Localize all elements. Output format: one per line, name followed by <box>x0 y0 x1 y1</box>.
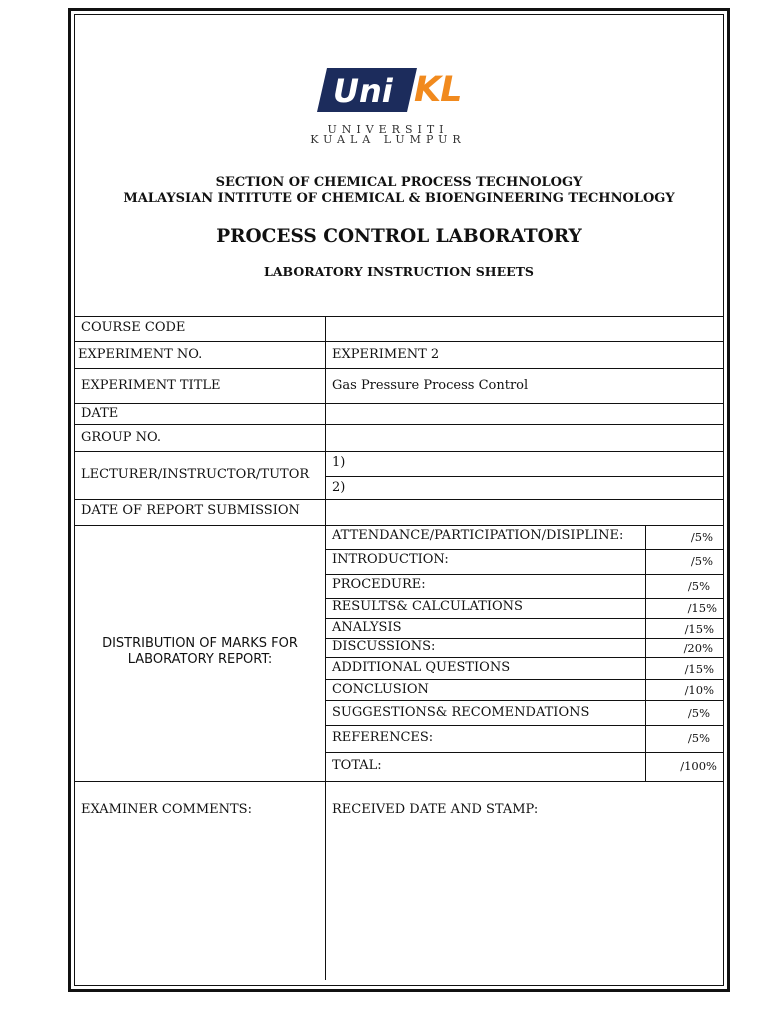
table-line <box>75 525 724 526</box>
logo-uni-text: Uni <box>333 72 393 110</box>
table-line <box>325 618 724 619</box>
logo-kl-text: KL <box>414 70 462 110</box>
experiment-no-label: EXPERIMENT NO. <box>78 347 203 362</box>
group-no-label: GROUP NO. <box>81 430 162 445</box>
logo-subtitle-2: KUALA LUMPUR <box>310 133 466 146</box>
course-code-label: COURSE CODE <box>81 320 186 335</box>
institute-heading: MALAYSIAN INTITUTE OF CHEMICAL & BIOENGINEERING TECHNOLOGY <box>123 191 675 206</box>
mark-item-introduction: INTRODUCTION: <box>332 552 449 567</box>
mark-pct-suggestions: /5% <box>687 706 710 720</box>
mark-item-discussions: DISCUSSIONS: <box>332 639 436 654</box>
lecturer-1-field[interactable]: 1) <box>332 455 346 470</box>
mark-pct-additional: /15% <box>684 662 714 676</box>
mark-pct-references: /5% <box>687 731 710 745</box>
lecturer-2-field[interactable]: 2) <box>332 480 346 495</box>
table-line <box>325 679 724 680</box>
table-line <box>75 403 724 404</box>
table-line <box>75 499 724 500</box>
mark-item-attendance: ATTENDANCE/PARTICIPATION/DISIPLINE: <box>332 528 624 543</box>
inner-border <box>74 14 724 986</box>
page-title: PROCESS CONTROL LABORATORY <box>216 226 582 247</box>
mark-pct-results: /15% <box>687 601 717 615</box>
mark-item-conclusion: CONCLUSION <box>332 682 429 697</box>
table-line <box>325 574 724 575</box>
mark-item-total: TOTAL: <box>332 758 382 773</box>
mark-pct-procedure: /5% <box>687 579 710 593</box>
section-heading: SECTION OF CHEMICAL PROCESS TECHNOLOGY <box>215 175 583 190</box>
mark-pct-discussions: /20% <box>683 641 713 655</box>
table-line <box>325 700 724 701</box>
mark-item-suggestions: SUGGESTIONS& RECOMENDATIONS <box>332 705 590 720</box>
experiment-title-value: Gas Pressure Process Control <box>332 378 529 393</box>
table-line <box>325 476 724 477</box>
table-line <box>75 781 724 782</box>
mark-pct-total: /100% <box>680 759 717 773</box>
table-divider <box>325 316 326 980</box>
received-stamp-label: RECEIVED DATE AND STAMP: <box>332 802 539 817</box>
mark-item-references: REFERENCES: <box>332 730 434 745</box>
table-line <box>325 752 724 753</box>
table-line <box>325 725 724 726</box>
mark-pct-introduction: /5% <box>690 554 713 568</box>
table-line <box>75 341 724 342</box>
table-line <box>75 368 724 369</box>
mark-item-results: RESULTS& CALCULATIONS <box>332 599 523 614</box>
mark-item-additional: ADDITIONAL QUESTIONS <box>332 660 511 675</box>
mark-pct-attendance: /5% <box>690 530 713 544</box>
table-line <box>75 451 724 452</box>
submission-date-label: DATE OF REPORT SUBMISSION <box>81 503 300 518</box>
experiment-title-label: EXPERIMENT TITLE <box>81 378 221 393</box>
logo-uni-badge <box>317 68 417 112</box>
mark-pct-analysis: /15% <box>684 622 714 636</box>
date-label: DATE <box>81 406 119 421</box>
page-subtitle: LABORATORY INSTRUCTION SHEETS <box>264 264 534 279</box>
logo-subtitle-1: UNIVERSITI <box>327 123 449 136</box>
distribution-label: DISTRIBUTION OF MARKS FOR LABORATORY REPORT: <box>102 636 298 667</box>
mark-item-analysis: ANALYSIS <box>332 620 402 635</box>
mark-item-procedure: PROCEDURE: <box>332 577 426 592</box>
mark-pct-conclusion: /10% <box>684 683 714 697</box>
experiment-no-value: EXPERIMENT 2 <box>332 347 440 362</box>
table-line <box>325 549 724 550</box>
table-line <box>325 657 724 658</box>
table-line <box>75 316 724 317</box>
table-line <box>75 424 724 425</box>
lecturer-label: LECTURER/INSTRUCTOR/TUTOR <box>81 467 310 482</box>
examiner-comments-label: EXAMINER COMMENTS: <box>81 802 252 817</box>
